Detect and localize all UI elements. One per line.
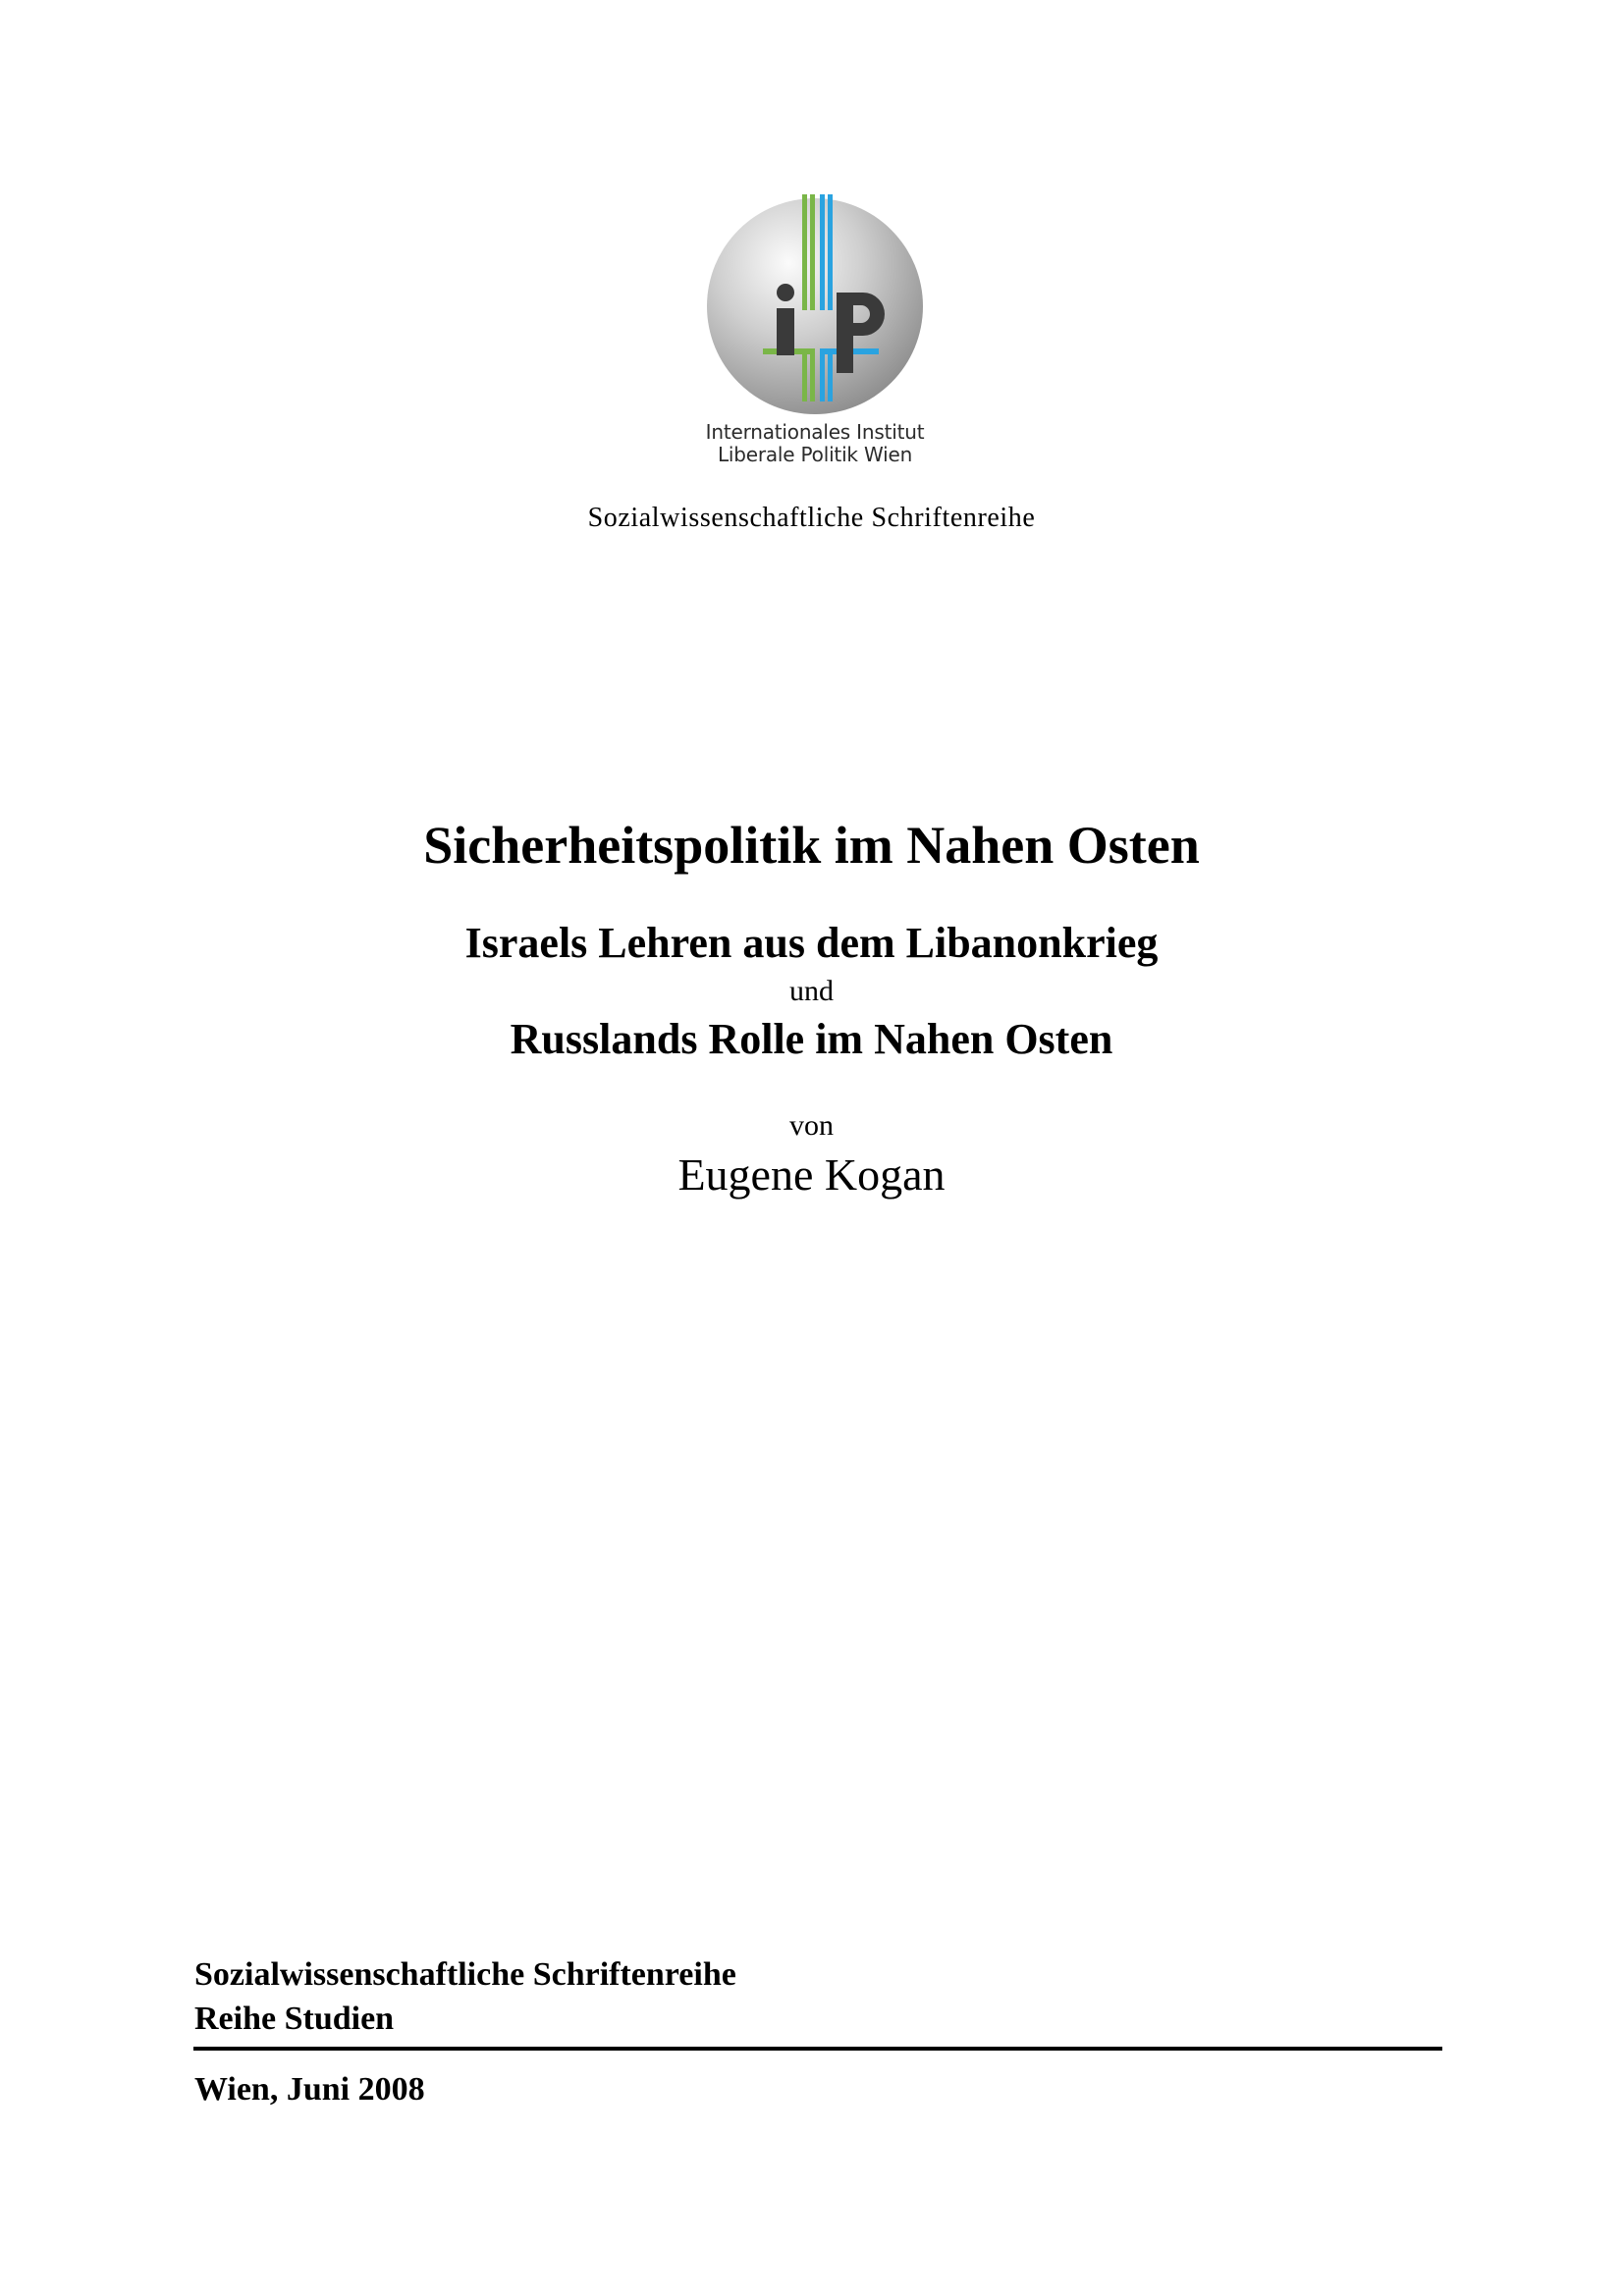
footer-series: Sozialwissenschaftliche Schriftenreihe bbox=[194, 1956, 736, 1993]
by-label: von bbox=[789, 1109, 834, 1142]
letter-p-stem bbox=[837, 293, 853, 373]
series-header: Sozialwissenschaftliche Schriftenreihe bbox=[587, 503, 1036, 533]
blue-bar-right bbox=[828, 194, 833, 310]
footer-divider bbox=[193, 2047, 1442, 2051]
green-bar-lower-left bbox=[802, 354, 807, 401]
green-bar-right bbox=[810, 194, 815, 310]
author-name: Eugene Kogan bbox=[677, 1149, 946, 1200]
document-title: Sicherheitspolitik im Nahen Osten bbox=[423, 816, 1200, 875]
letter-i-stem bbox=[777, 308, 794, 355]
logo-text-line2: Liberale Politik Wien bbox=[717, 443, 913, 466]
green-bar-left bbox=[802, 194, 807, 310]
logo-text-line1: Internationales Institut bbox=[705, 420, 925, 444]
institute-logo bbox=[687, 187, 943, 481]
subtitle-first: Israels Lehren aus dem Libanonkrieg bbox=[464, 919, 1159, 967]
blue-bar-left bbox=[820, 194, 825, 310]
footer-place-date: Wien, Juni 2008 bbox=[194, 2071, 425, 2108]
subtitle-second: Russlands Rolle im Nahen Osten bbox=[510, 1015, 1113, 1063]
ilp-logo-mark bbox=[687, 187, 943, 422]
footer-subseries: Reihe Studien bbox=[194, 2001, 395, 2037]
blue-bar-lower-left bbox=[820, 354, 825, 401]
connector-word: und bbox=[789, 975, 834, 1007]
blue-bar-lower-right bbox=[828, 354, 833, 401]
green-bar-lower-right bbox=[810, 354, 815, 401]
letter-i-dot bbox=[777, 284, 794, 301]
